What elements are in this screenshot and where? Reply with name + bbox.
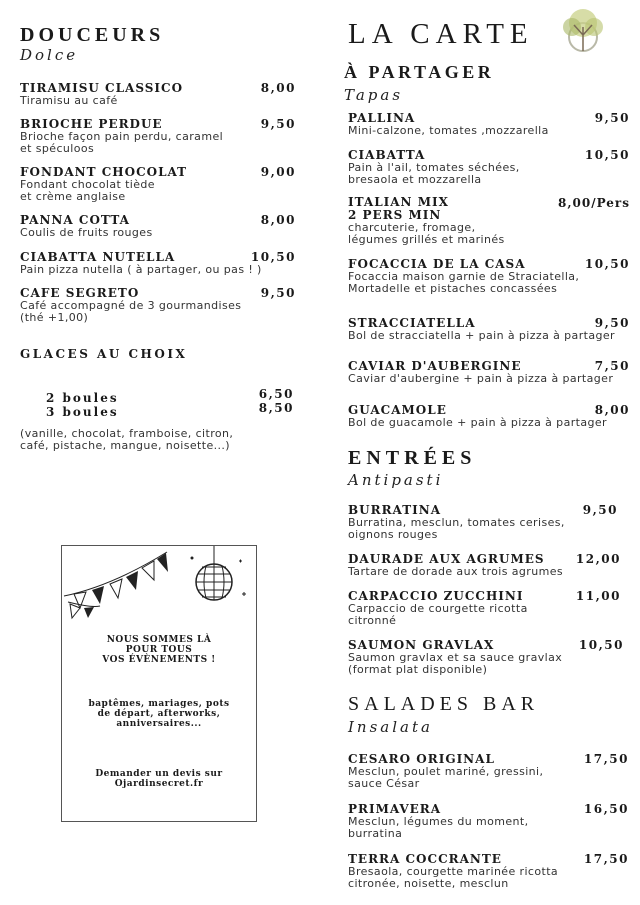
- item-name: DAURADE AUX AGRUMES: [348, 552, 545, 566]
- section-subtitle: Insalata: [348, 718, 433, 736]
- item-price: 9,50: [260, 286, 296, 300]
- menu-item: [348, 196, 630, 246]
- tree-logo-icon: [556, 5, 610, 59]
- item-name: CAFE SEGRETO: [20, 286, 140, 300]
- section-title: ENTRÉES: [348, 447, 477, 469]
- item-desc: Fondant chocolat tiède et crème anglaise: [20, 178, 155, 203]
- item-name: CIABATTA NUTELLA: [20, 250, 176, 264]
- item-price: 11,00: [575, 589, 621, 603]
- item-name: CARPACCIO ZUCCHINI: [348, 589, 524, 603]
- item-desc: Mini-calzone, tomates ,mozzarella: [348, 124, 549, 137]
- item-name: GUACAMOLE: [348, 403, 447, 417]
- item-price: 9,50: [594, 316, 630, 330]
- item-name: FONDANT CHOCOLAT: [20, 165, 188, 179]
- menu-title: LA CARTE: [348, 18, 534, 50]
- menu-item: [348, 359, 630, 385]
- item-desc: Pain pizza nutella ( à partager, ou pas ! ): [20, 263, 262, 276]
- item-name: TIRAMISU CLASSICO: [20, 81, 184, 95]
- item-desc: Tartare de dorade aux trois agrumes: [348, 565, 563, 578]
- item-desc: Coulis de fruits rouges: [20, 226, 153, 239]
- item-price: 16,50: [583, 802, 629, 816]
- item-name: BURRATINA: [348, 503, 442, 517]
- menu-item: [20, 81, 296, 107]
- item-desc: Tiramisu au café: [20, 94, 118, 107]
- section-title: SALADES BAR: [348, 693, 540, 715]
- ice-cream-price: 8,50: [258, 401, 294, 415]
- item-name: FOCACCIA DE LA CASA: [348, 257, 526, 271]
- events-heading: NOUS SOMMES LÀ POUR TOUS VOS ÉVÈNEMENTS !: [102, 635, 216, 665]
- item-price: 7,50: [594, 359, 630, 373]
- ice-cream-flavours: (vanille, chocolat, framboise, citron, café, pistache, mangue, noisette...): [20, 427, 234, 452]
- menu-item: [348, 503, 618, 541]
- item-price: 9,00: [260, 165, 296, 179]
- section-title: À PARTAGER: [344, 62, 495, 82]
- item-price: 17,50: [583, 852, 629, 866]
- item-name: CESARO ORIGINAL: [348, 752, 495, 766]
- item-price: 9,50: [260, 117, 296, 131]
- item-price: 17,50: [583, 752, 629, 766]
- events-card: [61, 545, 257, 822]
- menu-item: [348, 589, 621, 627]
- item-name: PALLINA: [348, 111, 416, 125]
- menu-item: [348, 148, 630, 186]
- item-desc: Café accompagné de 3 gourmandises (thé +1,00): [20, 299, 242, 324]
- menu-item: [20, 165, 296, 203]
- item-name: BRIOCHE PERDUE: [20, 117, 163, 131]
- menu-item: [348, 552, 621, 578]
- item-desc: Bol de stracciatella + pain à pizza à partager: [348, 329, 615, 342]
- ice-cream-label: 3 boules: [46, 405, 119, 419]
- ice-cream-price: 6,50: [258, 387, 294, 401]
- desserts-title: DOUCEURS: [20, 24, 165, 46]
- menu-item: [348, 316, 630, 342]
- item-desc: Caviar d'aubergine + pain à pizza à partager: [348, 372, 614, 385]
- item-desc: Pain à l'ail, tomates séchées, bresaola et mozzarella: [348, 161, 520, 186]
- item-price: 9,50: [594, 111, 630, 125]
- menu-item: [20, 286, 296, 324]
- ice-cream-row: [46, 401, 294, 420]
- item-desc: Burratina, mesclun, tomates cerises, oignons rouges: [348, 516, 565, 541]
- item-price: 10,50: [250, 250, 296, 264]
- item-price: 9,50: [582, 503, 618, 517]
- item-name: PRIMAVERA: [348, 802, 442, 816]
- item-desc: Focaccia maison garnie de Straciatella, Mortadelle et pistaches concassées: [348, 270, 580, 295]
- item-price: 12,00: [575, 552, 621, 566]
- section-subtitle: Tapas: [344, 86, 404, 104]
- item-desc: Brioche façon pain perdu, caramel et spéculoos: [20, 130, 224, 155]
- item-name: TERRA COCCRANTE: [348, 852, 502, 866]
- menu-item: [348, 111, 630, 137]
- item-price: 8,00: [260, 81, 296, 95]
- item-name: ITALIAN MIX 2 PERS MIN: [348, 195, 449, 222]
- events-types: baptêmes, mariages, pots de départ, afterworks, anniversaires...: [88, 699, 230, 729]
- section-subtitle: Antipasti: [348, 471, 444, 489]
- menu-item: [348, 403, 630, 429]
- item-price: 8,00: [594, 403, 630, 417]
- item-desc: Bol de guacamole + pain à pizza à partager: [348, 416, 607, 429]
- desserts-subtitle: Dolce: [20, 46, 79, 64]
- item-desc: Mesclun, poulet mariné, gressini, sauce César: [348, 765, 544, 790]
- item-price: 8,00/Pers: [557, 196, 630, 210]
- events-quote-request: Demander un devis sur Ojardinsecret.fr: [95, 769, 223, 789]
- menu-item: [348, 752, 629, 790]
- item-desc: Saumon gravlax et sa sauce gravlax (format plat disponible): [348, 651, 563, 676]
- item-desc: charcuterie, fromage, légumes grillés et marinés: [348, 221, 505, 246]
- menu-item: [20, 250, 296, 276]
- item-price: 10,50: [578, 638, 624, 652]
- menu-item: [348, 852, 629, 890]
- item-desc: Mesclun, légumes du moment, burratina: [348, 815, 529, 840]
- menu-item: [20, 117, 296, 155]
- disco-ball-icon: [184, 546, 254, 616]
- bunting-icon: [62, 546, 182, 626]
- ice-cream-label: 2 boules: [46, 391, 119, 405]
- item-name: SAUMON GRAVLAX: [348, 638, 495, 652]
- menu-item: [20, 213, 296, 239]
- item-price: 10,50: [584, 257, 630, 271]
- item-desc: Carpaccio de courgette ricotta citronné: [348, 602, 528, 627]
- menu-item: [348, 638, 624, 676]
- item-price: 10,50: [584, 148, 630, 162]
- item-name: STRACCIATELLA: [348, 316, 476, 330]
- item-name: PANNA COTTA: [20, 213, 130, 227]
- item-name: CIABATTA: [348, 148, 426, 162]
- item-desc: Bresaola, courgette marinée ricotta citronée, noisette, mesclun: [348, 865, 559, 890]
- item-name: CAVIAR D'AUBERGINE: [348, 359, 522, 373]
- item-price: 8,00: [260, 213, 296, 227]
- menu-item: [348, 257, 630, 295]
- ice-cream-title: GLACES AU CHOIX: [20, 347, 188, 361]
- menu-item: [348, 802, 629, 840]
